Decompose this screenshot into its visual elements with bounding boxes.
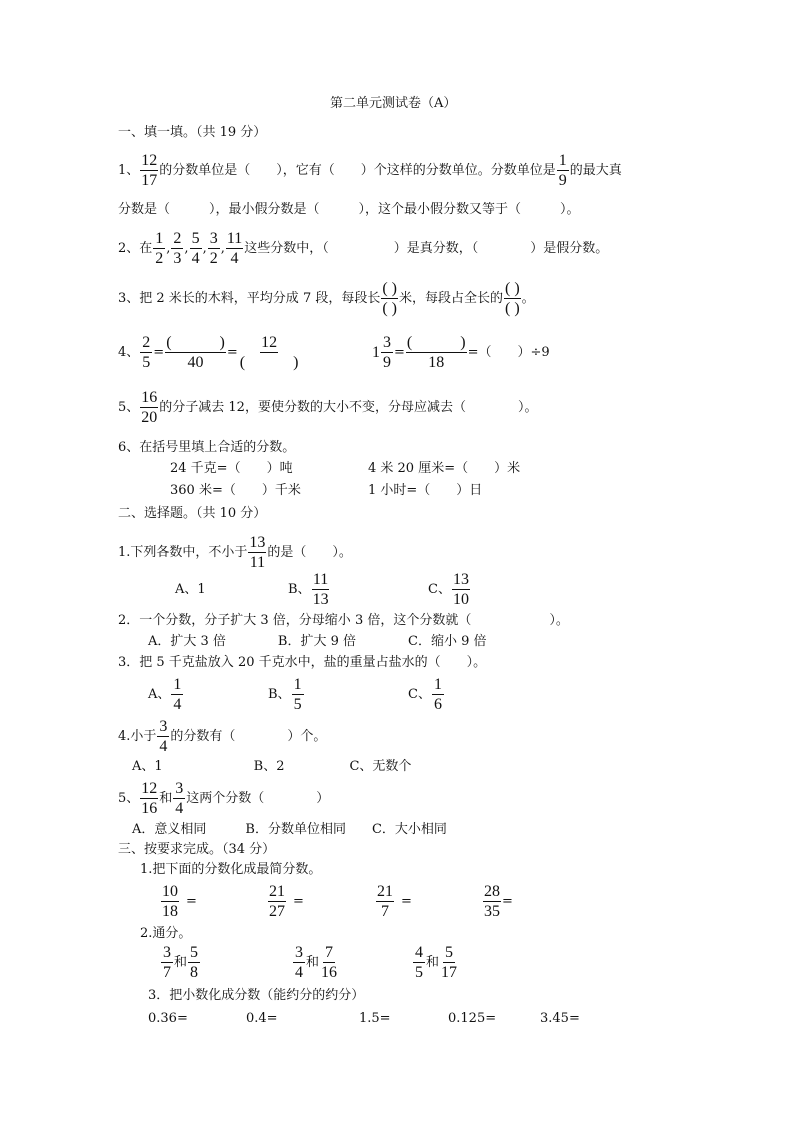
fraction: $\frac{13}{10}$ [452, 571, 469, 608]
common-denominator-pair: $\frac{3}{4}$ 和 $\frac{7}{16}$ [295, 944, 338, 981]
equals: = [394, 345, 405, 360]
question-1-2 [118, 230, 608, 267]
equals: = [153, 345, 165, 360]
question-1-1 [118, 152, 622, 189]
decimal-item: 1.5= [359, 1011, 391, 1026]
fraction: $\frac{13}{11}$ [249, 534, 266, 571]
common-denominator-pair: $\frac{4}{5}$ 和 $\frac{5}{17}$ [415, 944, 458, 981]
section-3-heading: 三、按要求完成。（34 分） [118, 842, 276, 857]
fraction: $\frac{12}{16}$ [141, 780, 158, 817]
fraction: $\frac{3}{4}$ [159, 718, 168, 755]
option-b: B、 $\frac{1}{5}$ [268, 676, 302, 713]
question-2-4 [118, 718, 326, 755]
q6-item: 4 米 20 厘米=（ ）米 [368, 461, 521, 476]
decimal-item: 0.4= [246, 1011, 278, 1026]
q-number: 1、 [118, 163, 140, 178]
fraction: $\frac{11}{4}$ [226, 230, 243, 267]
separator: , [166, 241, 171, 256]
section-1-heading: 一、填一填。（共 19 分） [118, 125, 267, 140]
q-number: 4、 [118, 345, 140, 360]
question-1-3 [118, 280, 535, 317]
question-3-3: 3．把小数化成分数（能约分的约分） [148, 988, 365, 1003]
question-text: 这两个分数（ ） [186, 791, 330, 806]
question-2-5-options: A．意义相同 B．分数单位相同 C．大小相同 [132, 822, 447, 837]
decimal-item: 0.36= [148, 1011, 188, 1026]
fraction-blank: ( ) ( ) [505, 280, 520, 317]
simplify-item: $\frac{28}{35}$ = [484, 883, 513, 920]
question-text: 。 [521, 291, 535, 306]
question-1-4 [118, 334, 300, 371]
fraction: $\frac{1}{9}$ [558, 152, 567, 189]
q6-item: 1 小时=（ ）日 [368, 483, 483, 498]
simplify-item: $\frac{21}{27}$ = [269, 883, 304, 920]
fraction: $\frac{12}{17}$ [141, 152, 158, 189]
fraction: $\frac{1}{4}$ [173, 676, 182, 713]
question-text: 3、把 2 米长的木料，平均分成 7 段，每段长 [118, 291, 381, 306]
fraction-blank: ( ) ( ) [382, 280, 397, 317]
fraction-blank: 12 ( ) [239, 334, 299, 371]
q6-item: 360 米=（ ）千米 [170, 483, 301, 498]
option-a: A、 $\frac{1}{4}$ [148, 676, 182, 713]
question-2-2: 2．一个分数，分子扩大 3 倍，分母缩小 3 倍，这个分数就（ ）。 [118, 613, 569, 628]
option-c: C、 $\frac{13}{10}$ [428, 571, 469, 608]
simplify-item: $\frac{10}{18}$ = [162, 883, 197, 920]
question-2-3: 3．把 5 千克盐放入 20 千克水中，盐的重量占盐水的（ ）。 [118, 655, 487, 670]
fraction: $\frac{1}{5}$ [293, 676, 302, 713]
question-text: 1.下列各数中，不小于 [118, 545, 248, 560]
question-text: 这些分数中，（ ）是真分数，（ ）是假分数。 [244, 241, 609, 256]
question-text: 米，每段占全长的 [399, 291, 504, 306]
separator: , [184, 241, 189, 256]
simplify-item: $\frac{21}{7}$ = [377, 883, 412, 920]
question-3-2: 2.通分。 [140, 926, 192, 941]
fraction: $\frac{2}{3}$ [173, 230, 182, 267]
mixed-number: 1 3 9 [372, 334, 391, 371]
question-text: =（ ）÷9 [467, 345, 550, 360]
fraction: $\frac{1}{2}$ [155, 230, 164, 267]
decimal-item: 3.45= [540, 1011, 580, 1026]
question-text: 的最大真 [569, 163, 622, 178]
option-a: A、1 [175, 582, 206, 597]
q-number: 5、 [118, 791, 140, 806]
question-2-4-options: A、1 B、2 C、无数个 [132, 759, 412, 774]
fraction: $\frac{1}{6}$ [433, 676, 442, 713]
question-text: 的分数有（ ）个。 [170, 729, 327, 744]
section-2-heading: 二、选择题。（共 10 分） [118, 506, 267, 521]
q-number: 2、在 [118, 241, 153, 256]
page-title: 第二单元测试卷（A） [330, 96, 457, 111]
fraction: $\frac{5}{4}$ [191, 230, 200, 267]
separator: , [220, 241, 225, 256]
equals: = [226, 345, 238, 360]
separator: , [202, 241, 207, 256]
question-1-5 [118, 389, 537, 426]
option-c: C、 $\frac{1}{6}$ [408, 676, 442, 713]
fraction: $\frac{11}{13}$ [312, 571, 329, 608]
question-1-6: 6、在括号里填上合适的分数。 [118, 440, 296, 455]
question-2-1 [118, 534, 352, 571]
fraction: $\frac{3}{2}$ [209, 230, 218, 267]
question-1-4b [372, 334, 550, 371]
fraction: $\frac{2}{5}$ [142, 334, 151, 371]
question-2-5: 5、 $\frac{12}{16}$ 和 $\frac{3}{4}$ 这两个分数（ ） [118, 780, 330, 817]
question-text: 的分子减去 12，要使分数的大小不变，分母应减去（ ）。 [159, 400, 538, 415]
question-text: 的是（ ）。 [267, 545, 352, 560]
fraction-blank: ( ) 18 [406, 334, 466, 371]
question-text: 的分数单位是（ ），它有（ ）个这样的分数单位。分数单位是 [159, 163, 556, 178]
question-text: 4.小于 [118, 729, 157, 744]
decimal-item: 0.125= [448, 1011, 497, 1026]
fraction: $\frac{3}{4}$ [175, 780, 184, 817]
option-b: B、 $\frac{11}{13}$ [288, 571, 329, 608]
question-3-1: 1.把下面的分数化成最简分数。 [140, 862, 322, 877]
question-1-1-line2: 分数是（ ），最小假分数是（ ），这个最小假分数又等于（ ）。 [118, 202, 580, 217]
fraction: $\frac{16}{20}$ [141, 389, 158, 426]
question-2-2-options: A．扩大 3 倍 B．扩大 9 倍 C．缩小 9 倍 [148, 634, 487, 649]
q-number: 5、 [118, 400, 140, 415]
q6-item: 24 千克=（ ）吨 [170, 461, 293, 476]
common-denominator-pair: $\frac{3}{7}$ 和 $\frac{5}{8}$ [163, 944, 199, 981]
fraction-blank: ( ) 40 [166, 334, 225, 371]
